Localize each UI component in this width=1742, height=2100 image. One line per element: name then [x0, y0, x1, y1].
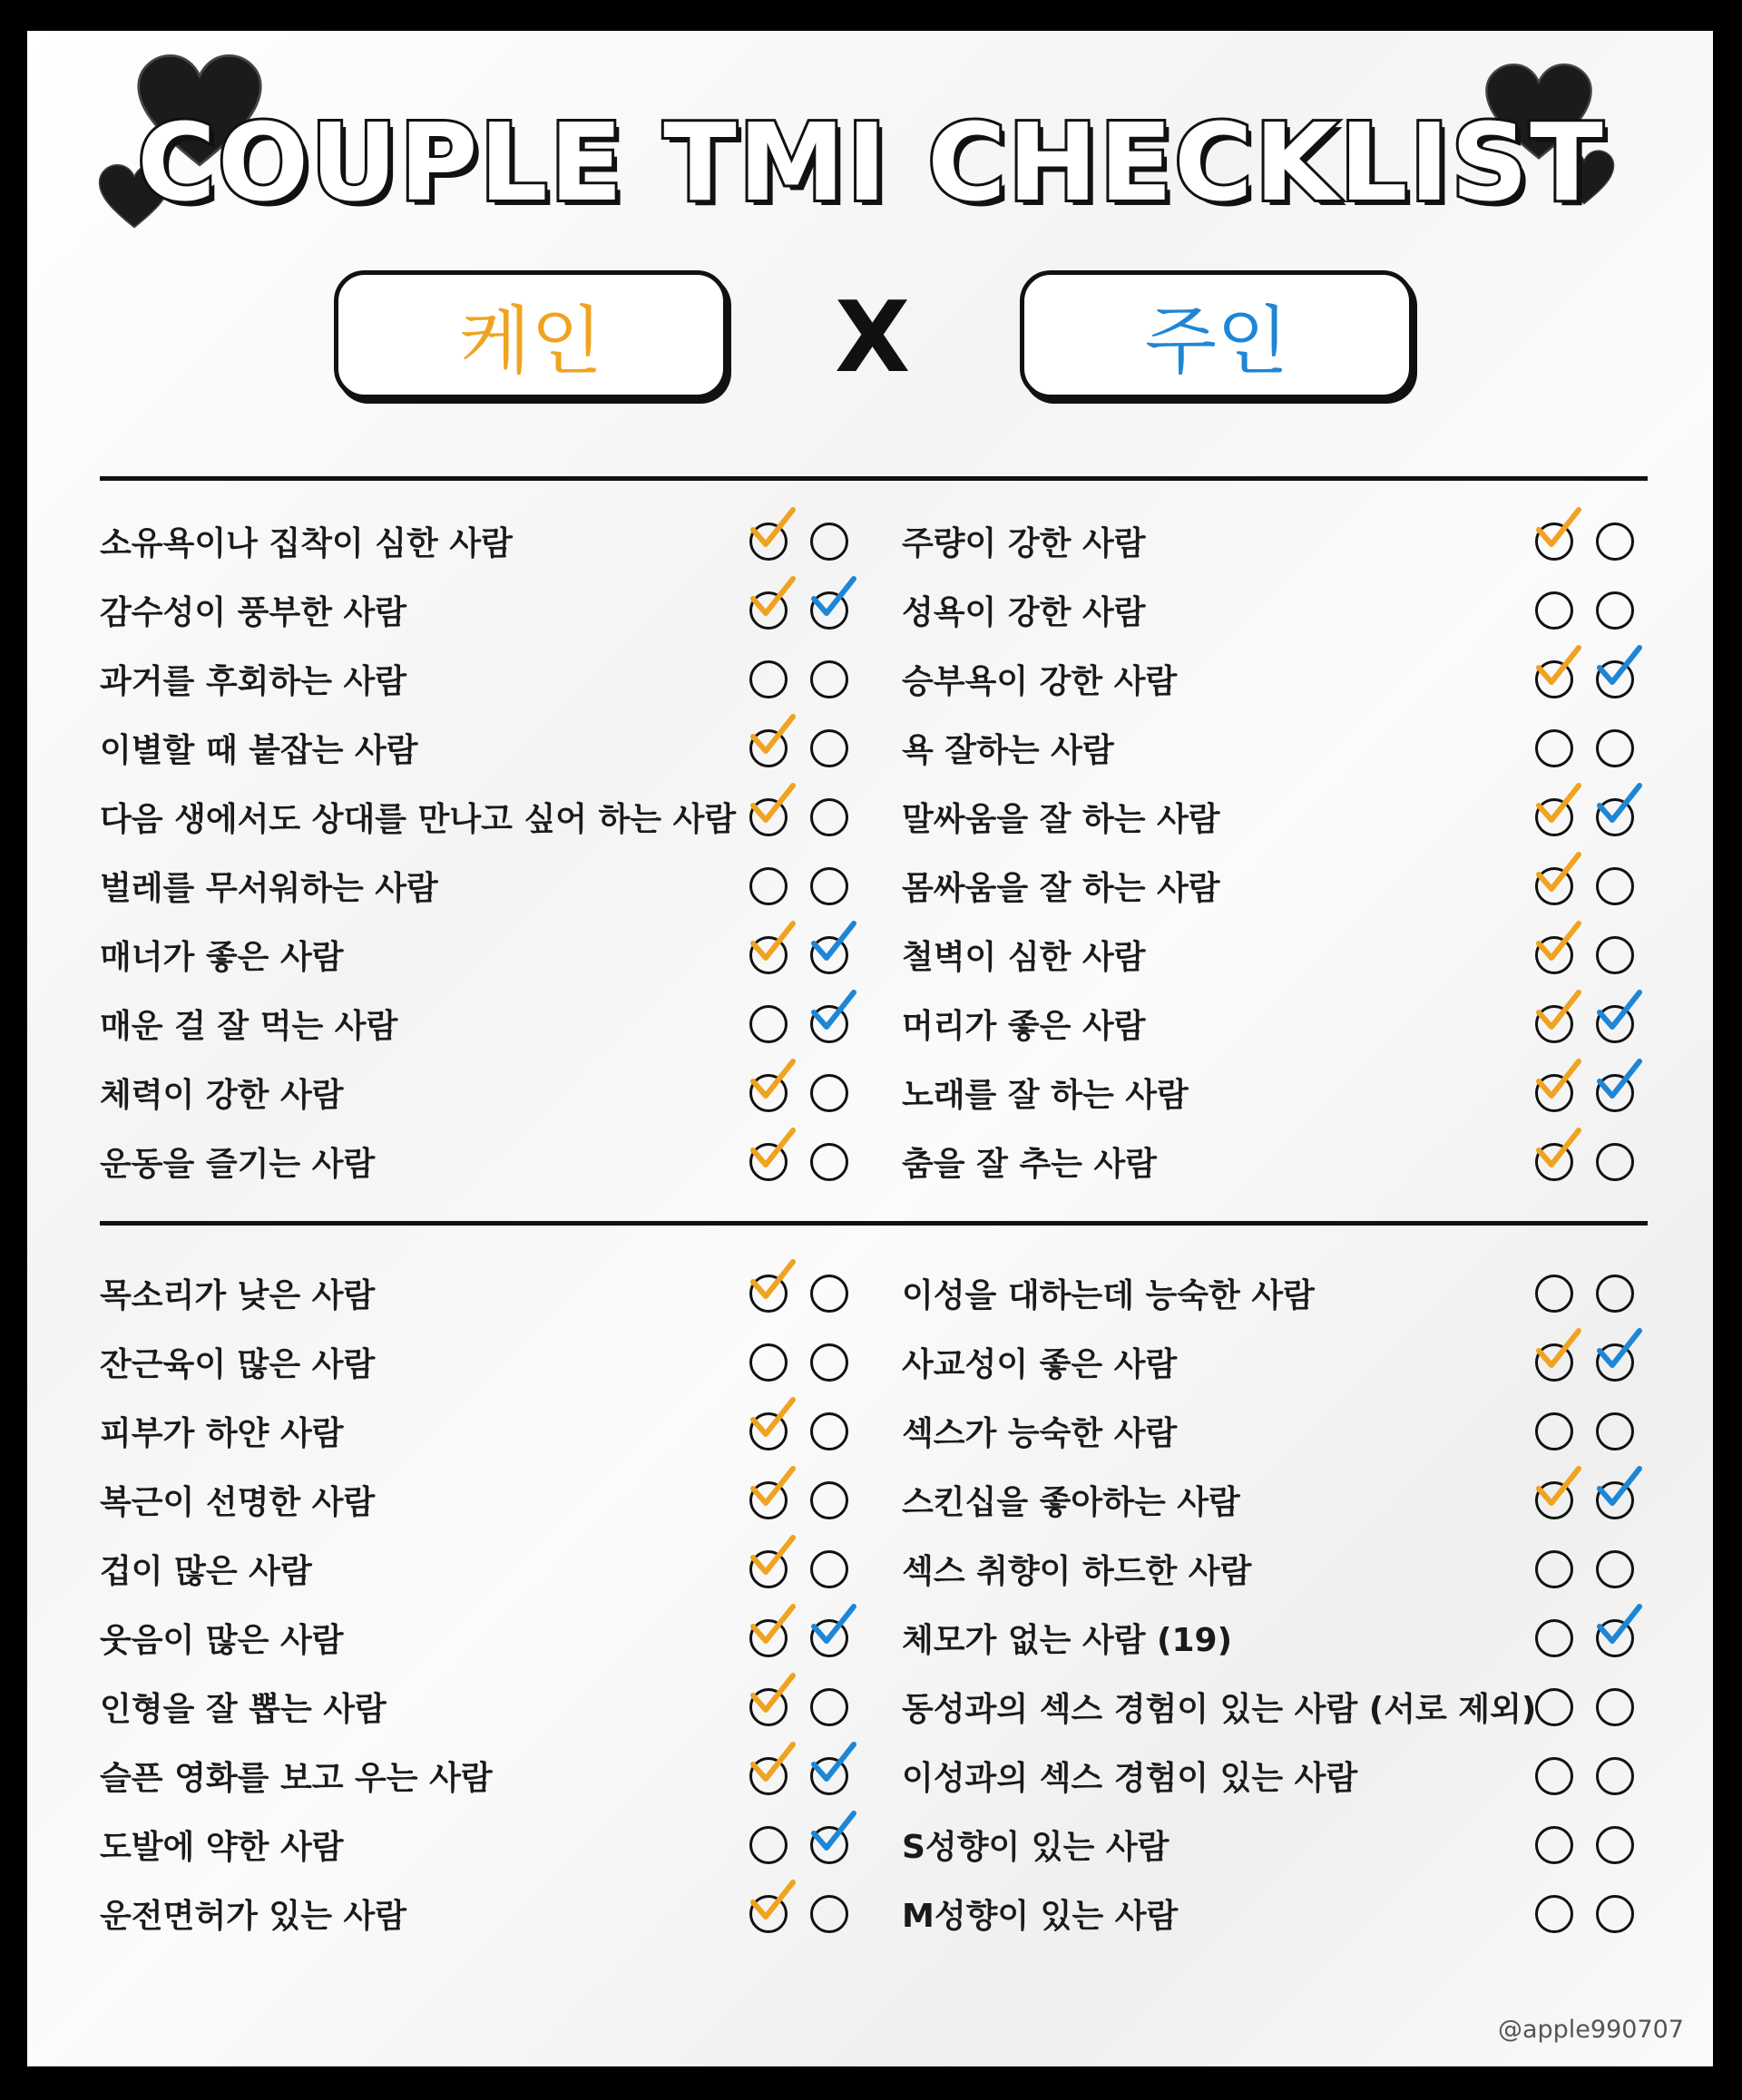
right-checkmark-icon — [808, 1808, 859, 1859]
left-checkmark-icon — [748, 1739, 798, 1790]
right-checkmark-icon — [1594, 1601, 1645, 1652]
right-partner-checkbox[interactable] — [1596, 1895, 1634, 1933]
left-checkmark-icon — [1533, 918, 1584, 969]
right-partner-checkbox[interactable] — [1596, 1826, 1634, 1864]
checklist-item-label: 벌레를 무서워하는 사람 — [100, 869, 438, 907]
right-partner-checkbox[interactable] — [1596, 729, 1634, 767]
left-checkmark-icon — [748, 1877, 798, 1928]
left-partner-checkbox[interactable] — [1535, 1895, 1573, 1933]
left-partner-checkbox[interactable] — [1535, 1275, 1573, 1313]
left-checkmark-icon — [1533, 849, 1584, 900]
left-checkmark-icon — [1533, 642, 1584, 693]
right-partner-checkbox[interactable] — [810, 729, 848, 767]
checklist-item-label: 사교성이 좋은 사람 — [902, 1345, 1178, 1383]
section-divider — [100, 476, 1648, 481]
checklist-item-label: 몸싸움을 잘 하는 사람 — [902, 869, 1220, 907]
left-checkmark-icon — [1533, 987, 1584, 1038]
left-checkmark-icon — [748, 1463, 798, 1514]
checklist-item-label: 인형을 잘 뽑는 사람 — [100, 1690, 387, 1728]
right-partner-checkbox[interactable] — [810, 1074, 848, 1112]
right-checkmark-icon — [1594, 1325, 1645, 1376]
checklist-item-label: 스킨십을 좋아하는 사람 — [902, 1483, 1240, 1521]
right-partner-checkbox[interactable] — [810, 1275, 848, 1313]
right-partner-checkbox[interactable] — [1596, 1757, 1634, 1795]
right-partner-checkbox[interactable] — [810, 1143, 848, 1181]
right-partner-checkbox[interactable] — [810, 867, 848, 905]
checklist-item-label: 체모가 없는 사람 (19) — [902, 1621, 1233, 1659]
checklist-item-label: 섹스 취향이 하드한 사람 — [902, 1552, 1252, 1590]
checklist-item-label: 과거를 후회하는 사람 — [100, 662, 407, 700]
versus-mark: X — [835, 281, 911, 395]
checklist-item-label: 매운 걸 잘 먹는 사람 — [100, 1007, 398, 1045]
left-partner-checkbox[interactable] — [749, 1343, 788, 1382]
checklist-item-label: 욕 잘하는 사람 — [902, 731, 1114, 769]
checklist-item-label: S성향이 있는 사람 — [902, 1828, 1169, 1866]
right-partner-checkbox[interactable] — [1596, 1688, 1634, 1726]
left-partner-checkbox[interactable] — [749, 1826, 788, 1864]
left-partner-checkbox[interactable] — [1535, 729, 1573, 767]
checklist-item-label: 겁이 많은 사람 — [100, 1552, 312, 1590]
left-checkmark-icon — [748, 1056, 798, 1107]
section-divider — [100, 1221, 1648, 1226]
left-checkmark-icon — [748, 1125, 798, 1176]
left-checkmark-icon — [1533, 780, 1584, 831]
right-checkmark-icon — [808, 1601, 859, 1652]
right-checkmark-icon — [808, 1739, 859, 1790]
checklist-item-label: 섹스가 능숙한 사람 — [902, 1414, 1178, 1452]
partner-left-name: 케인 — [458, 298, 603, 385]
checklist-item-label: 이성을 대하는데 능숙한 사람 — [902, 1276, 1315, 1314]
right-partner-checkbox[interactable] — [810, 1412, 848, 1450]
left-partner-checkbox[interactable] — [749, 1005, 788, 1043]
right-partner-checkbox[interactable] — [1596, 591, 1634, 630]
checklist-item-label: 승부욕이 강한 사람 — [902, 662, 1178, 700]
right-partner-checkbox[interactable] — [810, 660, 848, 698]
right-checkmark-icon — [808, 573, 859, 624]
left-checkmark-icon — [1533, 504, 1584, 555]
left-partner-checkbox[interactable] — [1535, 1688, 1573, 1726]
checklist-item-label: 웃음이 많은 사람 — [100, 1621, 344, 1659]
left-partner-checkbox[interactable] — [1535, 1550, 1573, 1588]
checklist-item-label: 동성과의 섹스 경험이 있는 사람 (서로 제외) — [902, 1690, 1537, 1728]
right-partner-checkbox[interactable] — [1596, 1412, 1634, 1450]
checklist-item-label: 복근이 선명한 사람 — [100, 1483, 376, 1521]
right-partner-checkbox[interactable] — [810, 523, 848, 561]
left-partner-checkbox[interactable] — [1535, 1619, 1573, 1657]
checklist-item-label: 감수성이 풍부한 사람 — [100, 593, 407, 631]
partner-right-name: 주인 — [1144, 298, 1289, 385]
checklist-item-label: 체력이 강한 사람 — [100, 1076, 344, 1114]
checklist-item-label: 철벽이 심한 사람 — [902, 938, 1146, 976]
checklist-item-label: 슬픈 영화를 보고 우는 사람 — [100, 1759, 493, 1797]
left-partner-checkbox[interactable] — [1535, 591, 1573, 630]
right-partner-checkbox[interactable] — [810, 1895, 848, 1933]
right-partner-checkbox[interactable] — [1596, 1143, 1634, 1181]
left-checkmark-icon — [1533, 1056, 1584, 1107]
left-checkmark-icon — [748, 1256, 798, 1307]
checklist-item-label: 춤을 잘 추는 사람 — [902, 1145, 1158, 1183]
page-title: COUPLE TMI CHECKLIST — [137, 100, 1605, 225]
left-checkmark-icon — [748, 504, 798, 555]
left-partner-checkbox[interactable] — [749, 660, 788, 698]
left-partner-checkbox[interactable] — [1535, 1757, 1573, 1795]
right-partner-checkbox[interactable] — [810, 798, 848, 836]
checklist-item-label: M성향이 있는 사람 — [902, 1897, 1179, 1935]
right-checkmark-icon — [808, 987, 859, 1038]
right-checkmark-icon — [1594, 1463, 1645, 1514]
right-checkmark-icon — [1594, 642, 1645, 693]
right-partner-checkbox[interactable] — [810, 1688, 848, 1726]
left-partner-checkbox[interactable] — [749, 867, 788, 905]
right-partner-checkbox[interactable] — [1596, 523, 1634, 561]
checklist-item-label: 성욕이 강한 사람 — [902, 593, 1146, 631]
left-checkmark-icon — [748, 1601, 798, 1652]
left-partner-checkbox[interactable] — [1535, 1826, 1573, 1864]
left-checkmark-icon — [748, 1394, 798, 1445]
checklist-item-label: 매너가 좋은 사람 — [100, 938, 344, 976]
right-partner-checkbox[interactable] — [810, 1550, 848, 1588]
left-checkmark-icon — [748, 711, 798, 762]
left-checkmark-icon — [748, 1532, 798, 1583]
checklist-item-label: 도발에 약한 사람 — [100, 1828, 344, 1866]
partner-right-name-box — [1020, 270, 1414, 399]
credit-handle: @apple990707 — [1497, 2016, 1684, 2044]
left-checkmark-icon — [1533, 1325, 1584, 1376]
checklist-item-label: 목소리가 낮은 사람 — [100, 1276, 376, 1314]
checklist-item-label: 머리가 좋은 사람 — [902, 1007, 1146, 1045]
checklist-item-label: 다음 생에서도 상대를 만나고 싶어 하는 사람 — [100, 800, 737, 838]
checklist-item-label: 피부가 하얀 사람 — [100, 1414, 344, 1452]
checklist-item-label: 소유욕이나 집착이 심한 사람 — [100, 524, 513, 562]
right-partner-checkbox[interactable] — [1596, 867, 1634, 905]
right-checkmark-icon — [1594, 987, 1645, 1038]
checklist-item-label: 운동을 즐기는 사람 — [100, 1145, 376, 1183]
checklist-item-label: 잔근육이 많은 사람 — [100, 1345, 376, 1383]
right-checkmark-icon — [1594, 1056, 1645, 1107]
checklist-item-label: 이성과의 섹스 경험이 있는 사람 — [902, 1759, 1358, 1797]
checklist-item-label: 이별할 때 붙잡는 사람 — [100, 731, 418, 769]
right-partner-checkbox[interactable] — [1596, 936, 1634, 974]
left-checkmark-icon — [748, 918, 798, 969]
right-checkmark-icon — [1594, 780, 1645, 831]
right-partner-checkbox[interactable] — [810, 1481, 848, 1519]
left-checkmark-icon — [748, 780, 798, 831]
checklist-item-label: 주량이 강한 사람 — [902, 524, 1146, 562]
right-partner-checkbox[interactable] — [1596, 1550, 1634, 1588]
checklist-item-label: 운전면허가 있는 사람 — [100, 1897, 407, 1935]
right-partner-checkbox[interactable] — [1596, 1275, 1634, 1313]
left-checkmark-icon — [1533, 1463, 1584, 1514]
left-checkmark-icon — [748, 1670, 798, 1721]
right-checkmark-icon — [808, 918, 859, 969]
left-checkmark-icon — [748, 573, 798, 624]
right-partner-checkbox[interactable] — [810, 1343, 848, 1382]
partner-left-name-box — [334, 270, 728, 399]
checklist-item-label: 노래를 잘 하는 사람 — [902, 1076, 1189, 1114]
checklist-item-label: 말싸움을 잘 하는 사람 — [902, 800, 1220, 838]
left-partner-checkbox[interactable] — [1535, 1412, 1573, 1450]
left-checkmark-icon — [1533, 1125, 1584, 1176]
